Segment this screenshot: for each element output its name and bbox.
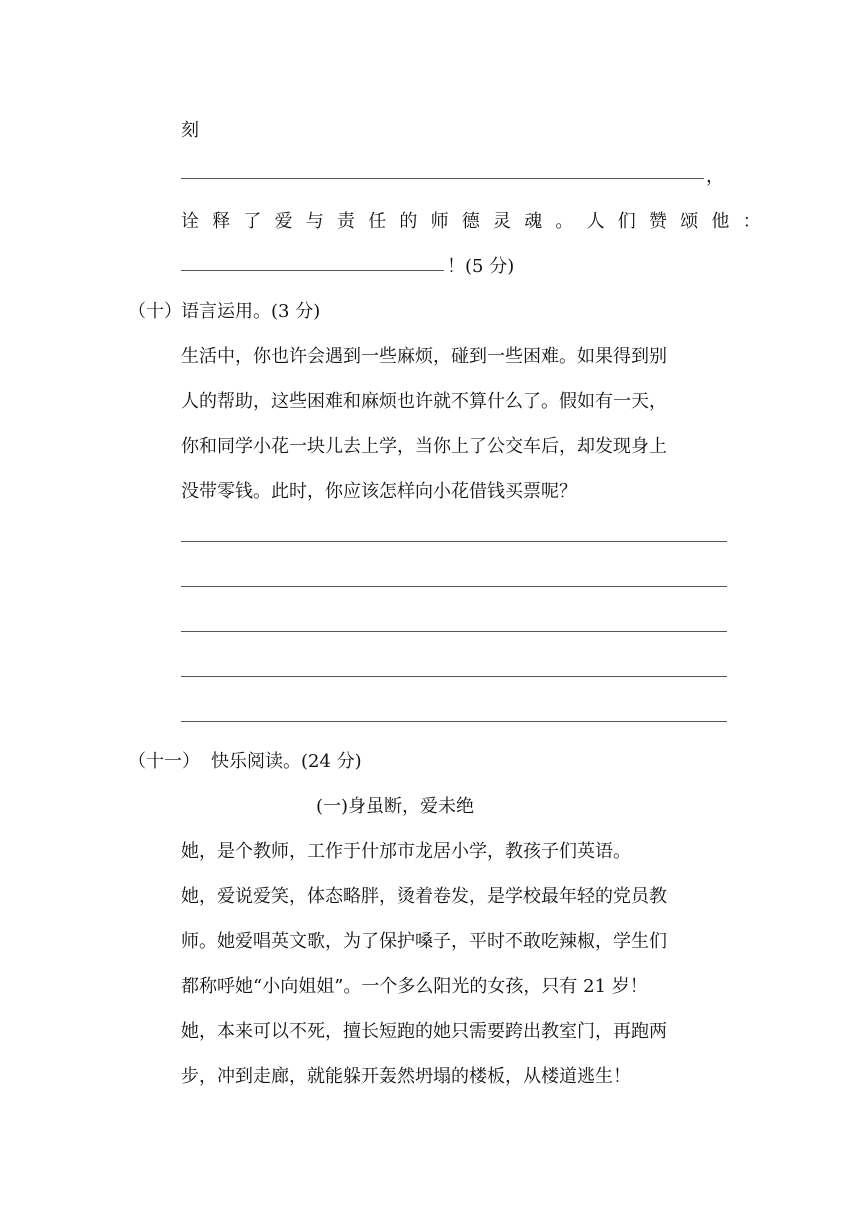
passage-line: 她，本来可以不死，擅长短跑的她只需要跨出教室门，再跑两 <box>181 1021 667 1042</box>
passage-line: 步，冲到走廊，就能躲开轰然坍塌的楼板，从楼道逃生！ <box>181 1066 631 1087</box>
answer-line[interactable] <box>181 631 727 632</box>
section-10-para-line: 生活中，你也许会遇到一些麻烦，碰到一些困难。如果得到别 <box>181 346 667 367</box>
passage-title: (一)身虽断，爱未绝 <box>316 796 475 817</box>
passage-line: 她，是个教师，工作于什邡市龙居小学，教孩子们英语。 <box>181 841 631 862</box>
section-10-title: 语言运用。(3 分) <box>181 301 321 322</box>
passage-line: 都称呼她“小向姐姐”。一个多么阳光的女孩，只有 21 岁！ <box>181 976 648 997</box>
answer-line[interactable] <box>181 721 727 722</box>
answer-blank-line-1[interactable] <box>181 178 704 179</box>
section-11-number: （十一） <box>128 751 200 772</box>
section-10-para-line: 没带零钱。此时，你应该怎样向小花借钱买票呢？ <box>181 481 577 502</box>
section-11-title: 快乐阅读。(24 分) <box>211 751 362 772</box>
score-note-5: ！(5 分) <box>447 256 515 277</box>
answer-line[interactable] <box>181 676 727 677</box>
passage-line: 师。她爱唱英文歌，为了保护嗓子，平时不敢吃辣椒，学生们 <box>181 931 667 952</box>
text-line-praise: 诠释了爱与责任的师德灵魂。人们赞颂他： <box>181 211 774 232</box>
section-10-para-line: 人的帮助，这些困难和麻烦也许就不算什么了。假如有一天， <box>181 391 667 412</box>
answer-line[interactable] <box>181 586 727 587</box>
passage-line: 她，爱说爱笑，体态略胖，烫着卷发，是学校最年轻的党员教 <box>181 886 667 907</box>
section-10-para-line: 你和同学小花一块儿去上学，当你上了公交车后，却发现身上 <box>181 436 667 457</box>
answer-blank-line-2[interactable] <box>181 270 444 271</box>
section-10-number: （十） <box>128 301 182 322</box>
answer-line[interactable] <box>181 541 727 542</box>
text-char-ke: 刻 <box>181 120 199 141</box>
comma-mark: ， <box>706 166 724 187</box>
